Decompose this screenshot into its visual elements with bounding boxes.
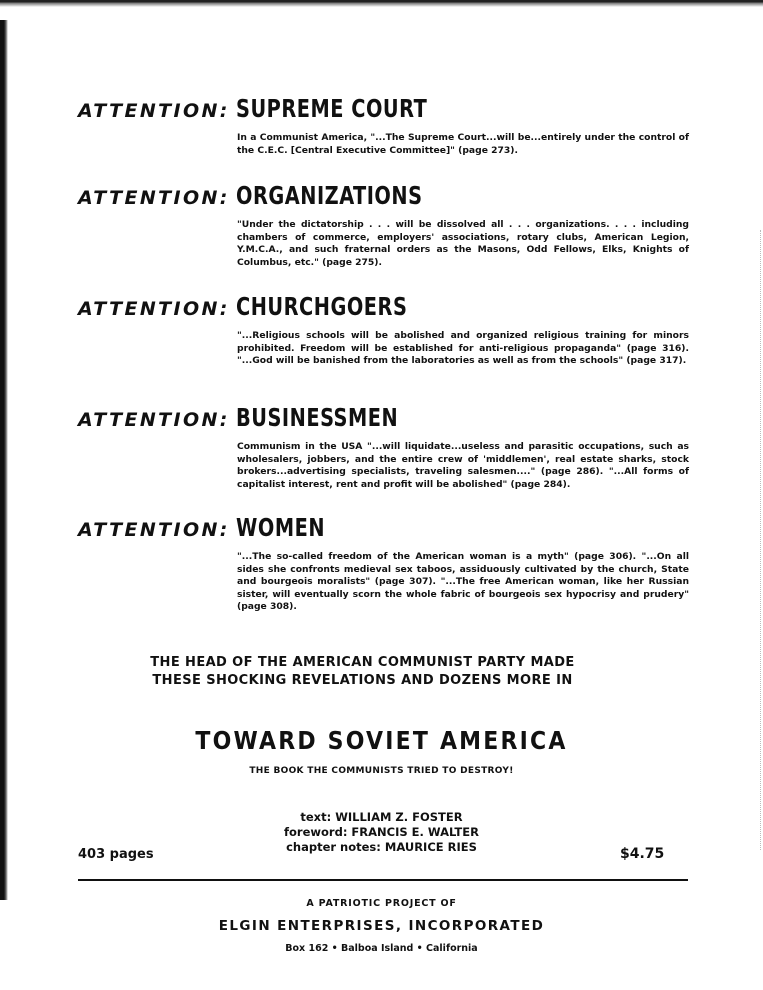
section-text: Communism in the USA "...will liquidate...useless and parasitic occupations, such as wholesalers, jobbers, and the entire crew of 'middlemen', real estate sharks, stock brokers...advertising specialists, traveling salesmen...." (page 286). "...All forms of capitalist interest, rent and profit will be abolished" (page 284). xyxy=(237,441,689,490)
book-subtitle: THE BOOK THE COMMUNISTS TRIED TO DESTROY! xyxy=(249,766,514,776)
topic-title: BUSINESSMEN xyxy=(236,403,399,432)
credit-notes: chapter notes: MAURICE RIES xyxy=(286,840,477,854)
topic-title: CHURCHGOERS xyxy=(236,292,408,321)
attention-label: ATTENTION: xyxy=(78,298,230,320)
section-text: "...The so-called freedom of the American woman is a myth" (page 306). "...On all sides she confronts medieval sex taboos, assiduously cultivated by the church, State and bourgeois moralists" (page 307). "...The free American woman, like her Russian sister, will eventually scorn the whole fabric of bourgeois sex hypocrisy and prudery" (page 308). xyxy=(237,551,689,613)
project-line: A PATRIOTIC PROJECT OF xyxy=(306,898,457,909)
section-organizations xyxy=(78,181,690,269)
address: Box 162 • Balboa Island • California xyxy=(285,943,478,954)
topic-title: SUPREME COURT xyxy=(236,94,428,123)
attention-label: ATTENTION: xyxy=(78,100,230,122)
topic-title: ORGANIZATIONS xyxy=(236,181,423,210)
topic-title: WOMEN xyxy=(236,513,326,542)
section-businessmen xyxy=(78,403,690,491)
headline-line-2: THESE SHOCKING REVELATIONS AND DOZENS MORE IN xyxy=(152,673,573,688)
attention-label: ATTENTION: xyxy=(78,409,230,431)
attention-label: ATTENTION: xyxy=(78,519,230,541)
company-name: ELGIN ENTERPRISES, INCORPORATED xyxy=(218,918,545,934)
headline xyxy=(0,654,763,690)
section-heading xyxy=(78,513,690,547)
attention-label: ATTENTION: xyxy=(78,187,230,209)
section-women xyxy=(78,513,690,614)
section-text: In a Communist America, "...The Supreme Court...will be...entirely under the control of the C.E.C. [Central Executive Committee]" (page 273). xyxy=(237,132,689,156)
section-heading xyxy=(78,181,690,215)
headline-line-1: THE HEAD OF THE AMERICAN COMMUNIST PARTY MADE xyxy=(150,655,575,670)
credit-foreword: foreword: FRANCIS E. WALTER xyxy=(284,825,479,839)
price: $4.75 xyxy=(620,846,665,862)
section-supreme-court xyxy=(78,94,690,157)
section-heading xyxy=(78,403,690,437)
credit-text: text: WILLIAM Z. FOSTER xyxy=(300,810,463,824)
page-count: 403 pages xyxy=(78,847,154,862)
section-heading xyxy=(78,94,690,128)
section-churchgoers xyxy=(78,292,690,368)
section-text: "Under the dictatorship . . . will be dissolved all . . . organizations. . . . including chambers of commerce, employers' associations, rotary clubs, American Legion, Y.M.C.A., and such fraternal orders as the Masons, Odd Fellows, Elks, Knights of Columbus, etc." (page 275). xyxy=(237,219,689,268)
section-text: "...Religious schools will be abolished and organized religious training for minors prohibited. Freedom will be established for anti-religious propaganda" (page 316). "...God will be banished from the laboratories as well as from the schools" (page 317). xyxy=(237,330,689,367)
book-title: TOWARD SOVIET AMERICA xyxy=(195,726,568,755)
divider xyxy=(78,879,688,881)
section-heading xyxy=(78,292,690,326)
scan-top-edge xyxy=(0,0,763,7)
